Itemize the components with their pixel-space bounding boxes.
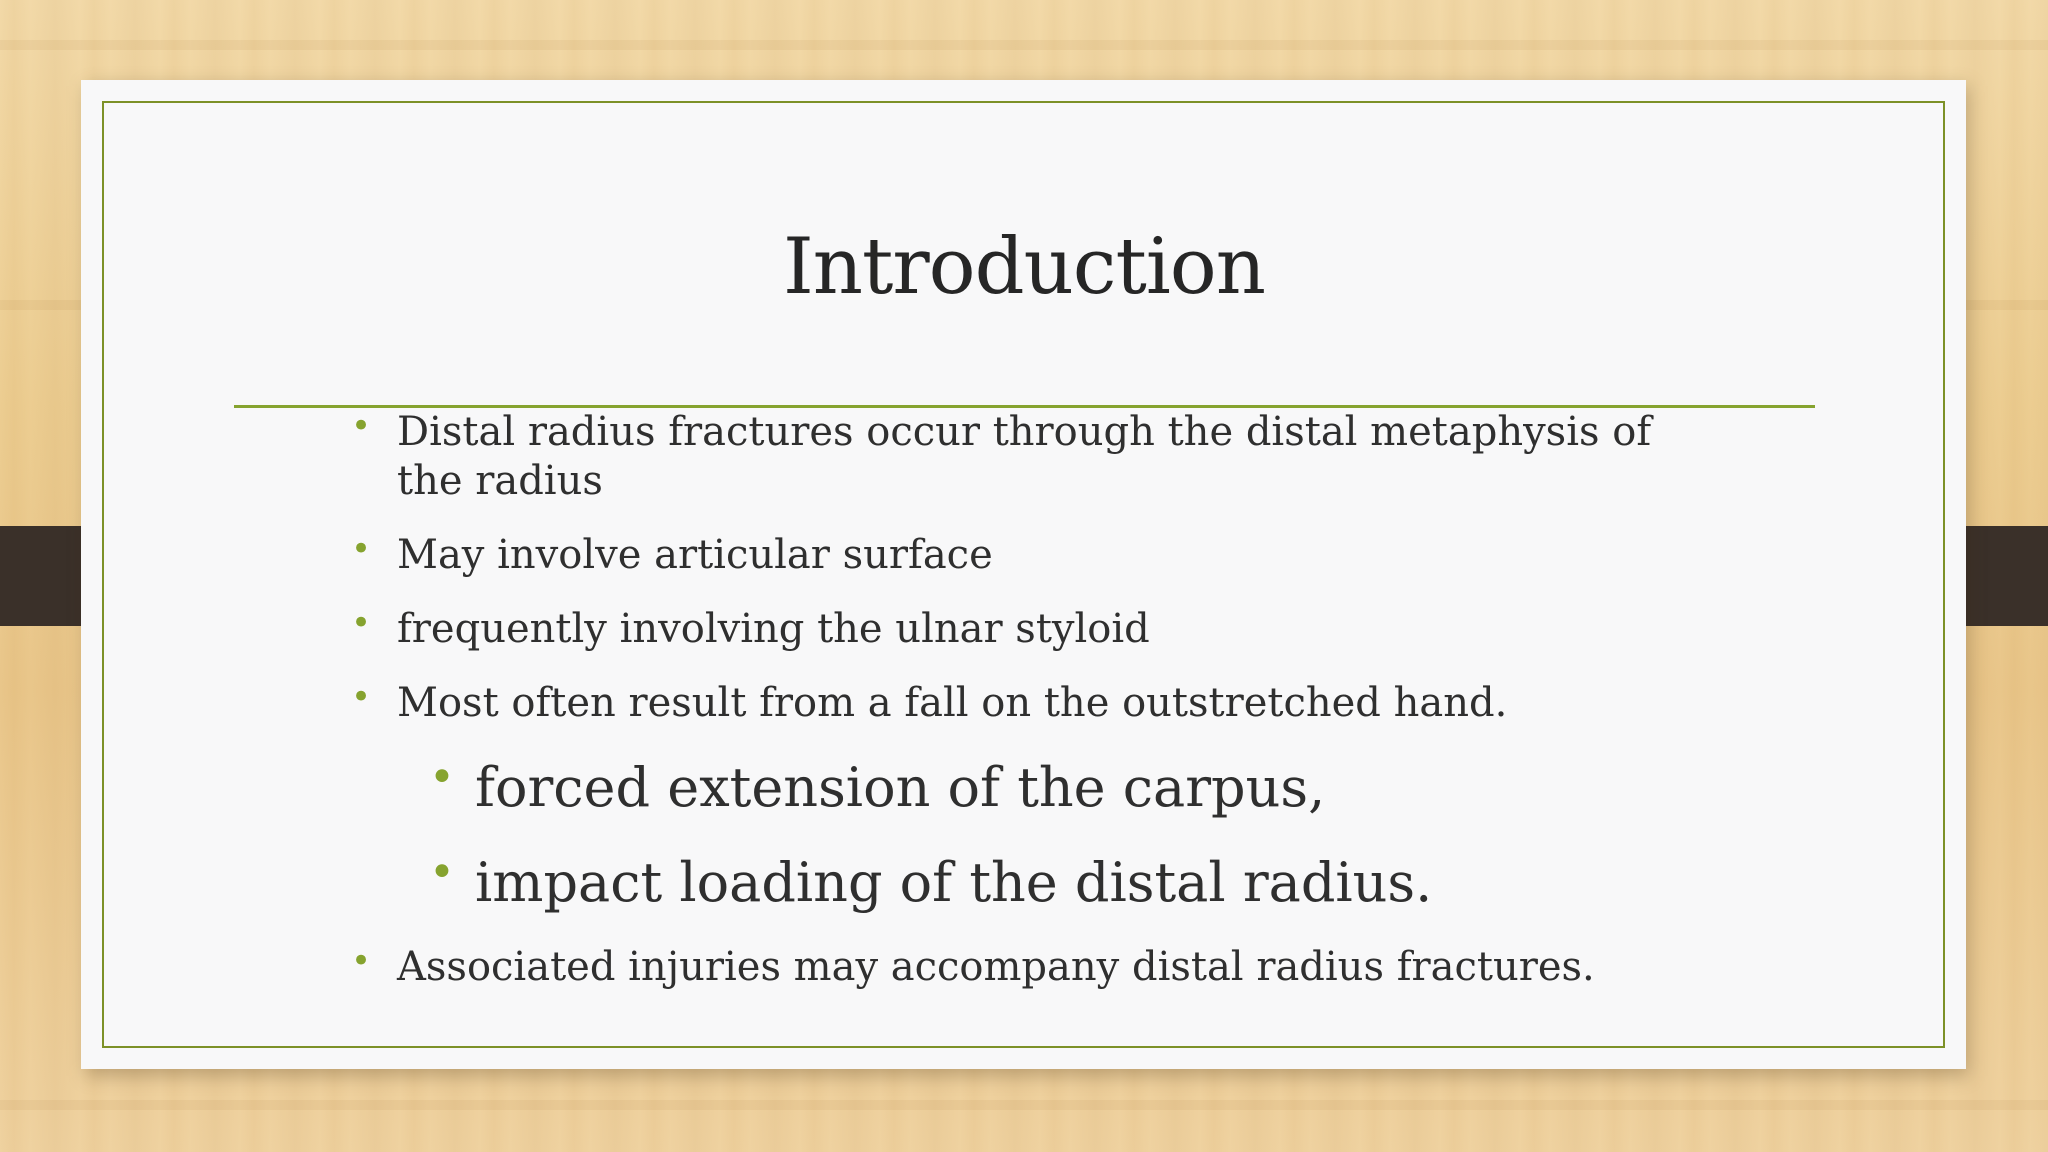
bullet-dot-icon: • (351, 941, 372, 981)
bullet-text: frequently involving the ulnar styloid (397, 606, 1150, 652)
bullet-text: May involve articular surface (397, 532, 993, 578)
bullet-text: Associated injuries may accompany distal radius fractures. (397, 944, 1595, 990)
bullet-dot-icon: • (429, 752, 455, 803)
bullet-dot-icon: • (429, 847, 455, 898)
slide-title: Introduction (783, 222, 1265, 312)
bullet-dot-icon: • (351, 677, 372, 717)
wood-grain (0, 1100, 2048, 1110)
bullet-text: Most often result from a fall on the outstretched hand. (397, 680, 1508, 726)
bullet-dot-icon: • (351, 406, 372, 446)
wood-grain (0, 40, 2048, 50)
bullet-text: impact loading of the distal radius. (475, 851, 1433, 914)
bullet-text: Distal radius fractures occur through the distal metaphysis of the radius (397, 409, 1652, 504)
title-divider (234, 405, 1815, 408)
bullet-dot-icon: • (351, 529, 372, 569)
bullet-text: forced extension of the carpus, (475, 756, 1326, 819)
bullet-dot-icon: • (351, 603, 372, 643)
